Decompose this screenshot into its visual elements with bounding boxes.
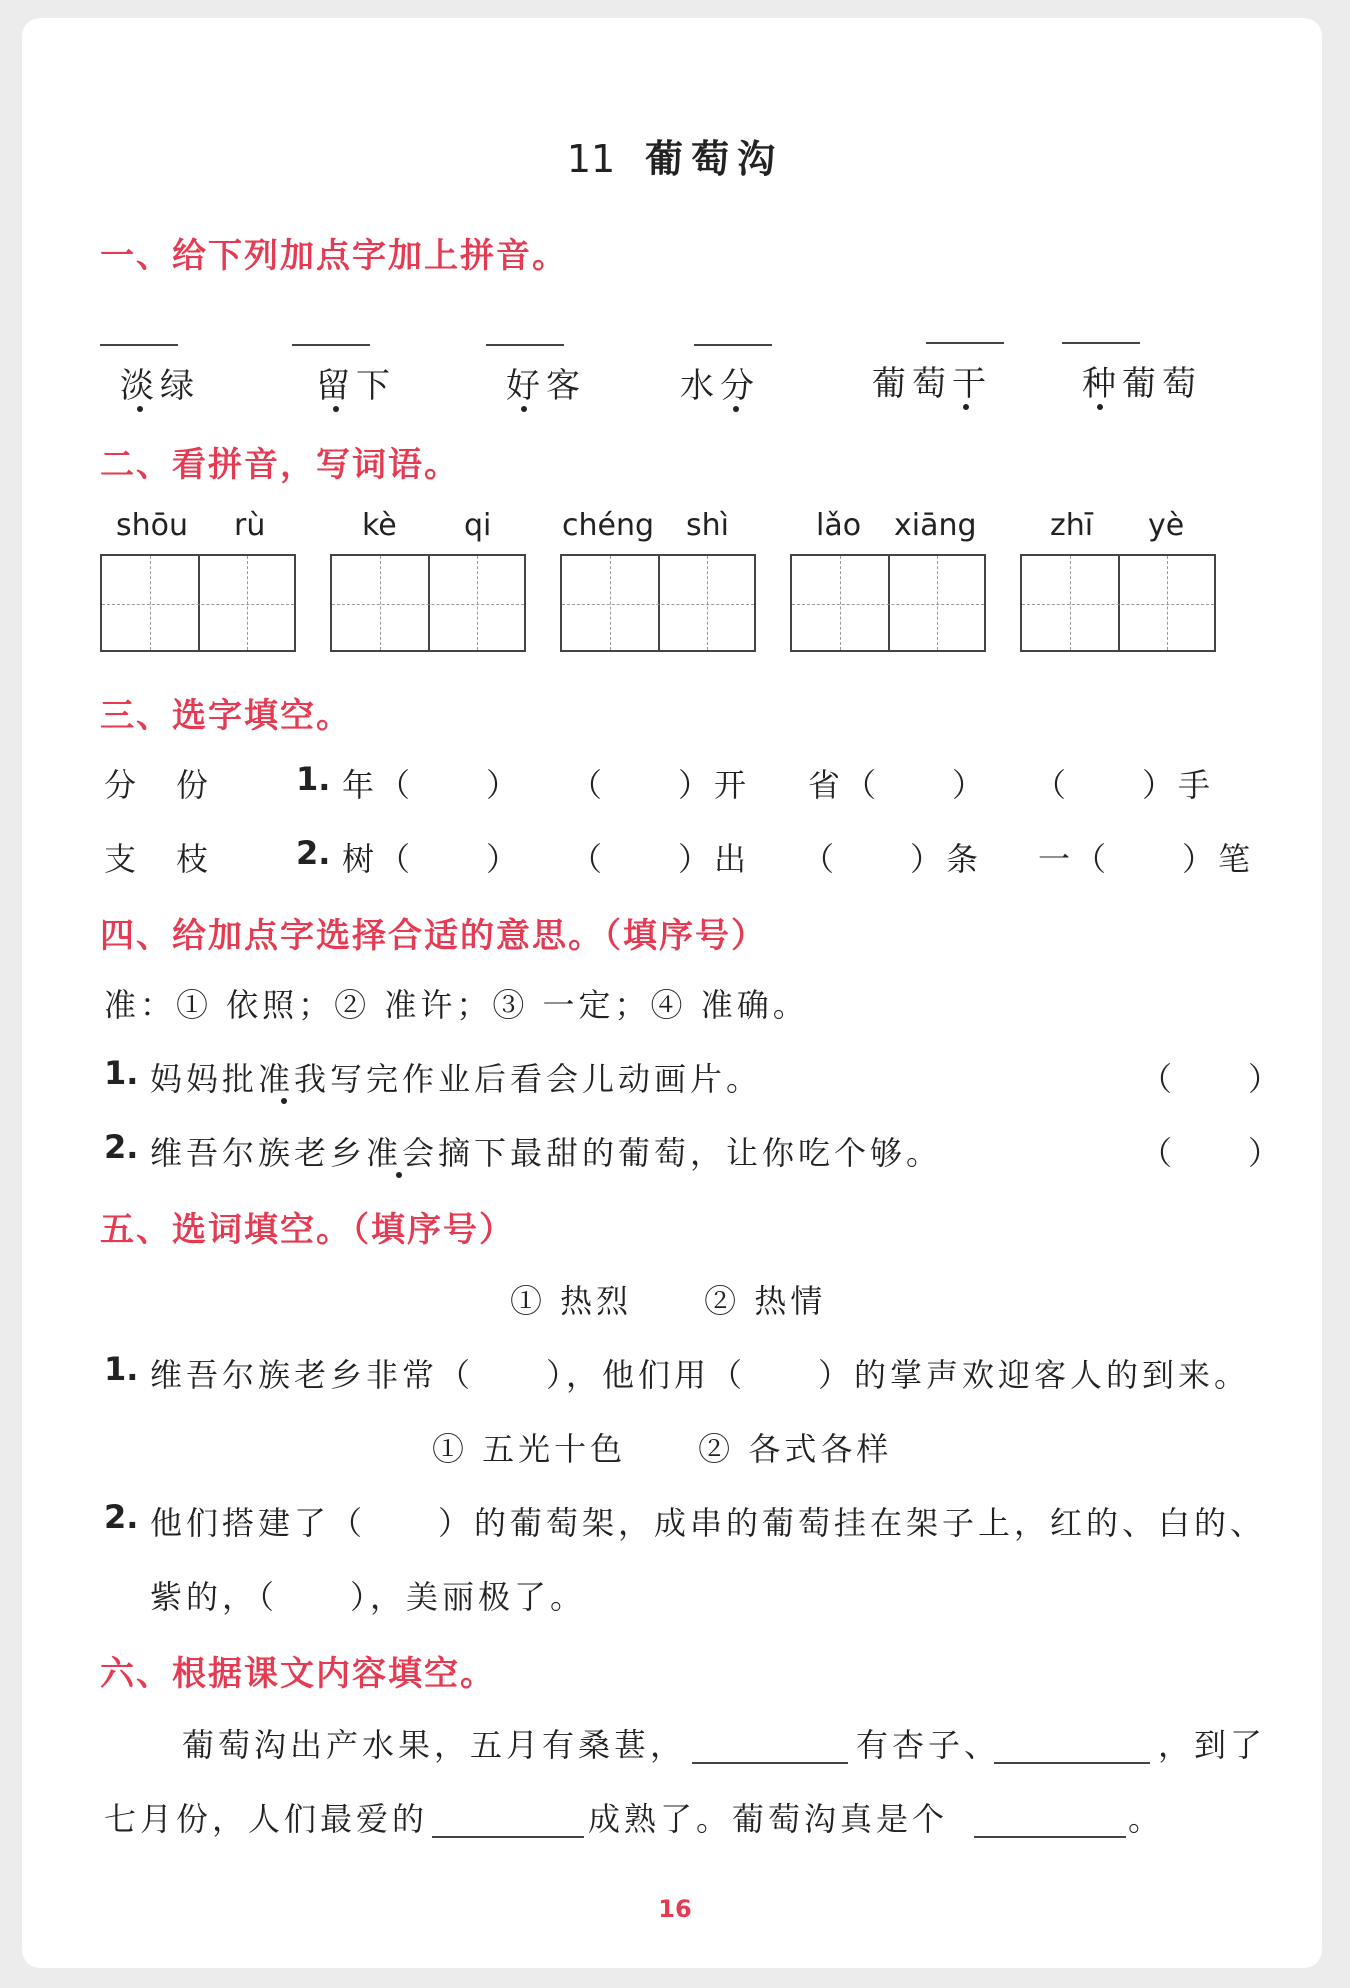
q4-num-2: 2.: [104, 1128, 139, 1166]
pinyin-blank-5[interactable]: [926, 342, 1004, 344]
q6-text-2b: 成熟了。葡萄沟真是个: [588, 1800, 949, 1838]
q5-num-2: 2.: [104, 1498, 139, 1536]
emphasis-dot: [733, 406, 739, 412]
q6-text-2c: 。: [1128, 1800, 1165, 1838]
q3-item-2-2: （ ）出: [570, 840, 751, 878]
q6-text-1c: ，到了: [1158, 1726, 1267, 1764]
writing-grid-1[interactable]: [100, 554, 296, 652]
q4-answer-1[interactable]: （ ）: [1140, 1060, 1285, 1098]
emphasis-dot: [281, 1098, 287, 1104]
pinyin-5a: zhī: [1050, 508, 1094, 543]
pinyin-1a: shōu: [116, 508, 189, 543]
pinyin-3b: shì: [686, 508, 729, 543]
pinyin-blank-4[interactable]: [694, 344, 772, 346]
writing-grid-2[interactable]: [330, 554, 526, 652]
q5-num-1: 1.: [104, 1350, 139, 1388]
writing-grid-4[interactable]: [790, 554, 986, 652]
q5-sentence-2: 他们搭建了（ ）的葡萄架，成串的葡萄挂在架子上，红的、白的、: [150, 1504, 1267, 1542]
word-5: 葡萄干: [872, 364, 992, 404]
pinyin-1b: rù: [234, 508, 266, 543]
writing-grid-3[interactable]: [560, 554, 756, 652]
q3-num-1: 1.: [296, 760, 331, 798]
emphasis-dot: [396, 1172, 402, 1178]
q6-blank-3[interactable]: [432, 1836, 584, 1838]
q6-blank-1[interactable]: [692, 1762, 848, 1764]
section-6-heading: 六、根据课文内容填空。: [100, 1654, 496, 1694]
section-4-heading: 四、给加点字选择合适的意思。（填序号）: [100, 916, 767, 956]
pinyin-5b: yè: [1148, 508, 1185, 543]
pinyin-3a: chéng: [562, 508, 655, 543]
pinyin-4a: lǎo: [816, 508, 862, 543]
pinyin-blank-1[interactable]: [100, 344, 178, 346]
emphasis-dot: [137, 406, 143, 412]
pinyin-2a: kè: [362, 508, 397, 543]
q5-options-2: ① 五光十色 ② 各式各样: [432, 1430, 893, 1468]
word-6: 种葡萄: [1082, 364, 1202, 404]
q4-num-1: 1.: [104, 1054, 139, 1092]
word-4: 水分: [680, 366, 760, 406]
pinyin-blank-6[interactable]: [1062, 342, 1140, 344]
word-2: 留下: [316, 366, 396, 406]
writing-grid-5[interactable]: [1020, 554, 1216, 652]
q3-item-1-4: （ ）手: [1034, 766, 1215, 804]
q3-item-1-3: 省（ ）: [808, 766, 989, 804]
emphasis-dot: [963, 404, 969, 410]
q3-item-2-1: 树（ ）: [342, 840, 523, 878]
lesson-title: 葡萄沟: [645, 137, 784, 181]
q6-text-1b: 有杏子、: [856, 1726, 1001, 1764]
q3-item-1-2: （ ）开: [570, 766, 751, 804]
page-title: [0, 128, 1350, 183]
pinyin-4b: xiāng: [894, 508, 977, 543]
q3-item-1-1: 年（ ）: [342, 766, 523, 804]
section-1-heading: 一、给下列加点字加上拼音。: [100, 236, 568, 276]
q6-blank-2[interactable]: [994, 1762, 1150, 1764]
section-5-heading: 五、选词填空。（填序号）: [100, 1210, 515, 1250]
lesson-number: 11: [566, 137, 616, 181]
q5-sentence-1: 维吾尔族老乡非常（ ），他们用（ ）的掌声欢迎客人的到来。: [150, 1356, 1251, 1394]
page-number: 16: [658, 1895, 692, 1923]
q6-text-2a: 七月份，人们最爱的: [104, 1800, 429, 1838]
pinyin-blank-2[interactable]: [292, 344, 370, 346]
word-3: 好客: [506, 366, 586, 406]
emphasis-dot: [521, 406, 527, 412]
emphasis-dot: [333, 406, 339, 412]
q3-char-pair-2: 支 枝: [104, 840, 213, 878]
q5-sentence-2-cont: 紫的，（ ），美丽极了。: [150, 1578, 587, 1616]
section-3-heading: 三、选字填空。: [100, 696, 352, 736]
q3-item-2-4: 一（ ）笔: [1038, 840, 1255, 878]
word-1: 淡绿: [120, 366, 200, 406]
q3-char-pair-1: 分 份: [104, 766, 213, 804]
pinyin-blank-3[interactable]: [486, 344, 564, 346]
q4-answer-2[interactable]: （ ）: [1140, 1134, 1285, 1172]
section-2-heading: 二、看拼音，写词语。: [100, 445, 460, 485]
pinyin-2b: qi: [464, 508, 492, 543]
q3-num-2: 2.: [296, 834, 331, 872]
q4-sentence-2: 维吾尔族老乡准会摘下最甜的葡萄，让你吃个够。: [150, 1134, 943, 1172]
q4-sentence-1: 妈妈批准我写完作业后看会儿动画片。: [150, 1060, 763, 1098]
emphasis-dot: [1097, 404, 1103, 410]
q6-text-1a: 葡萄沟出产水果，五月有桑葚，: [182, 1726, 687, 1764]
q3-item-2-3: （ ）条: [802, 840, 983, 878]
q6-blank-4[interactable]: [974, 1836, 1126, 1838]
q4-meaning-list: 准：① 依照；② 准许；③ 一定；④ 准确。: [104, 986, 809, 1024]
q5-options-1: ① 热烈 ② 热情: [510, 1282, 827, 1320]
